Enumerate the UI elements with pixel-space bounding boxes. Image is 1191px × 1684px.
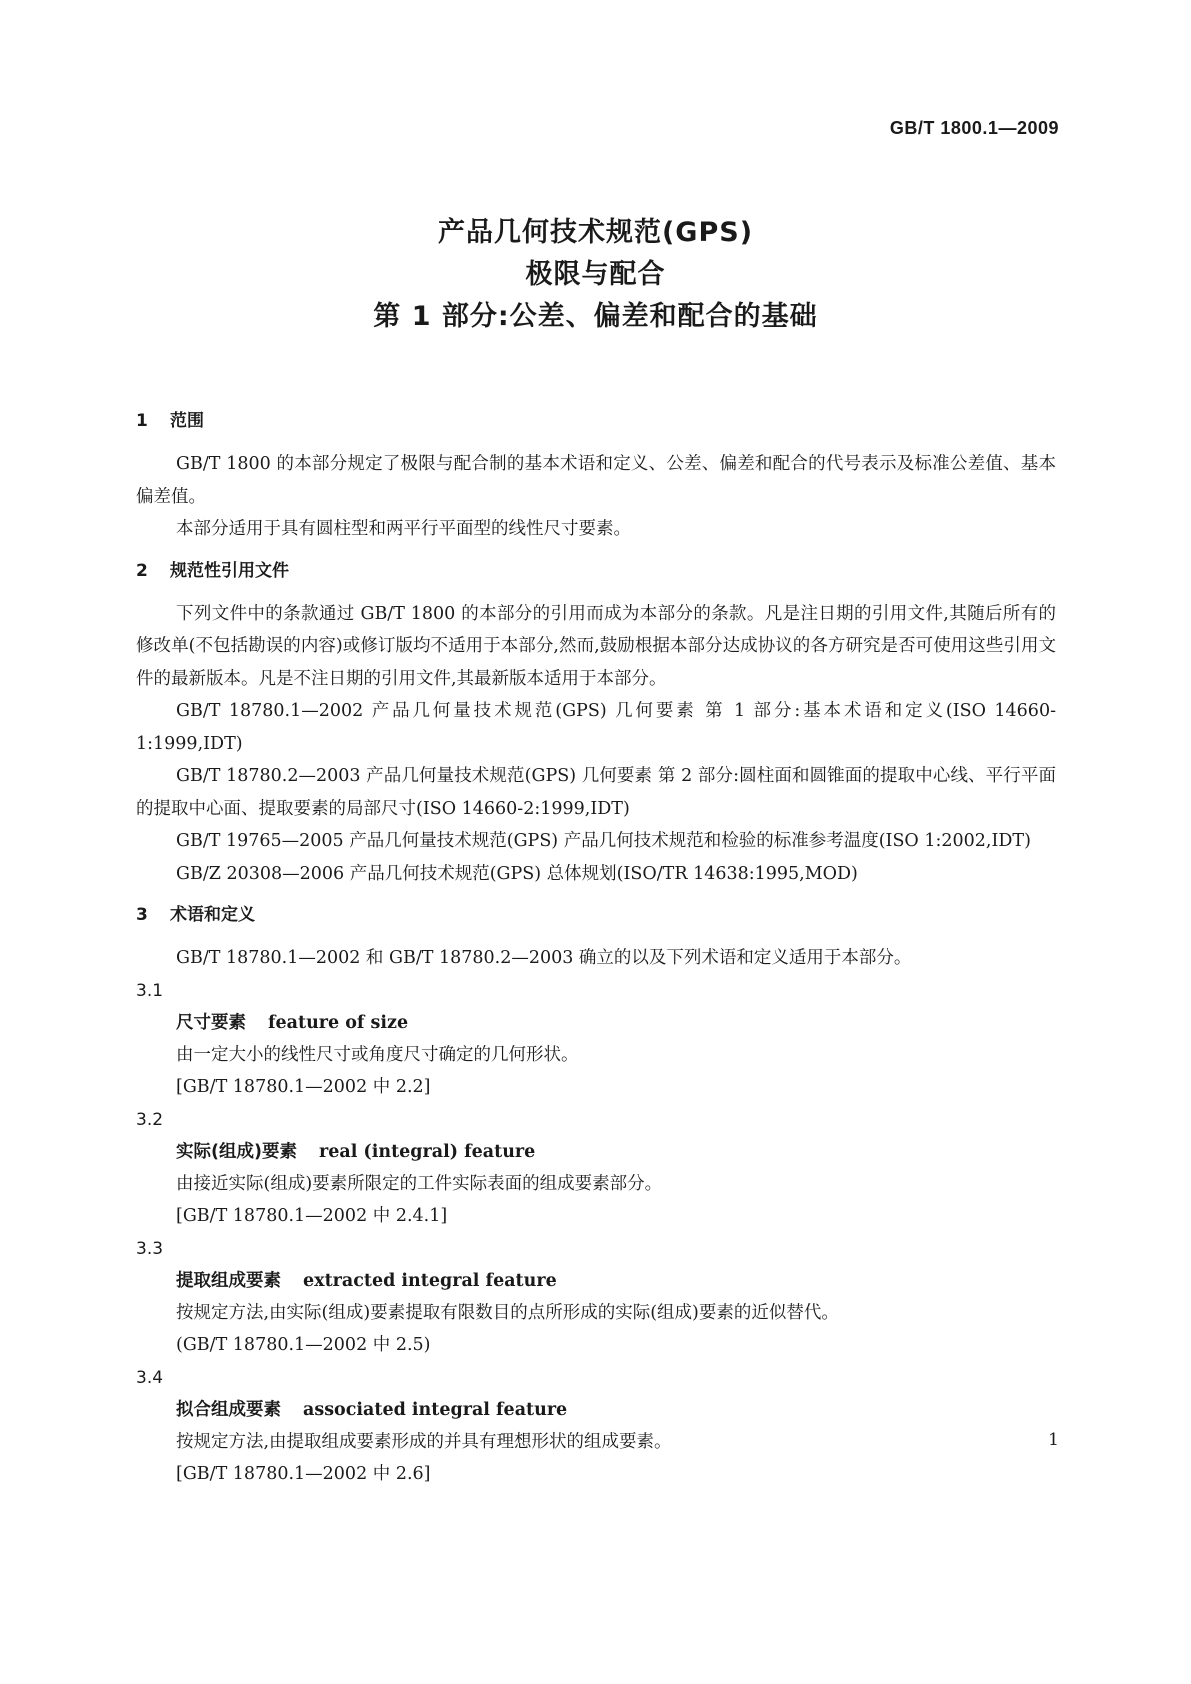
term-number: 3.1 bbox=[136, 980, 164, 1001]
term-source: [GB/T 18780.1—2002 中 2.6] bbox=[176, 1464, 431, 1484]
term-definition: 由接近实际(组成)要素所限定的工件实际表面的组成要素部分。 bbox=[176, 1173, 663, 1194]
reference-item: GB/T 18780.2—2003 产品几何量技术规范(GPS) 几何要素 第 2 部分:圆柱面和圆锥面的提取中心线、平行平面的提取中心面、提取要素的局部尺寸(ISO 14660-2:1999,IDT) bbox=[136, 766, 1056, 819]
term-number: 3.3 bbox=[136, 1238, 164, 1259]
section-heading-terms bbox=[136, 898, 1056, 932]
term-title bbox=[176, 1394, 1056, 1426]
term-number: 3.2 bbox=[136, 1109, 164, 1130]
paragraph: 本部分适用于具有圆柱型和两平行平面型的线性尺寸要素。 bbox=[176, 519, 631, 539]
term-en: feature of size bbox=[268, 1012, 409, 1033]
reference-item: GB/T 19765—2005 产品几何量技术规范(GPS) 产品几何技术规范和检验的标准参考温度(ISO 1:2002,IDT) bbox=[176, 831, 1031, 851]
term-zh: 提取组成要素 bbox=[176, 1270, 281, 1291]
title-line-3: 第 1 部分:公差、偏差和配合的基础 bbox=[373, 301, 818, 332]
section-number: 2 bbox=[136, 560, 148, 581]
section-number: 3 bbox=[136, 905, 148, 925]
term-source: (GB/T 18780.1—2002 中 2.5) bbox=[176, 1335, 431, 1355]
term-entry bbox=[136, 1104, 1056, 1233]
term-number: 3.4 bbox=[136, 1367, 164, 1388]
title-line-1: 产品几何技术规范(GPS) bbox=[437, 217, 754, 248]
page-number: 1 bbox=[1048, 1430, 1059, 1450]
term-source: [GB/T 18780.1—2002 中 2.2] bbox=[176, 1077, 431, 1097]
reference-item: GB/T 18780.1—2002 产品几何量技术规范(GPS) 几何要素 第 1 部分:基本术语和定义(ISO 14660-1:1999,IDT) bbox=[136, 701, 1056, 754]
section-title: 规范性引用文件 bbox=[170, 560, 289, 581]
document-body bbox=[136, 404, 1056, 1491]
term-definition: 按规定方法,由提取组成要素形成的并具有理想形状的组成要素。 bbox=[176, 1431, 672, 1452]
term-definition: 按规定方法,由实际(组成)要素提取有限数目的点所形成的实际(组成)要素的近似替代。 bbox=[176, 1302, 839, 1323]
title-line-2: 极限与配合 bbox=[525, 259, 666, 290]
term-en: associated integral feature bbox=[303, 1399, 568, 1420]
term-zh: 实际(组成)要素 bbox=[176, 1141, 297, 1162]
term-entry bbox=[136, 1362, 1056, 1491]
term-title bbox=[176, 1007, 1056, 1039]
paragraph: GB/T 18780.1—2002 和 GB/T 18780.2—2003 确立的以及下列术语和定义适用于本部分。 bbox=[176, 948, 912, 968]
reference-item: GB/Z 20308—2006 产品几何技术规范(GPS) 总体规划(ISO/TR 14638:1995,MOD) bbox=[176, 863, 858, 884]
standard-number: GB/T 1800.1—2009 bbox=[889, 118, 1059, 138]
term-definition: 由一定大小的线性尺寸或角度尺寸确定的几何形状。 bbox=[176, 1044, 579, 1065]
term-entry bbox=[136, 975, 1056, 1104]
paragraph: GB/T 1800 的本部分规定了极限与配合制的基本术语和定义、公差、偏差和配合的代号表示及标准公差值、基本偏差值。 bbox=[136, 454, 1056, 507]
term-source: [GB/T 18780.1—2002 中 2.4.1] bbox=[176, 1206, 448, 1226]
section-heading-scope bbox=[136, 404, 1056, 438]
section-title: 术语和定义 bbox=[170, 905, 255, 925]
section-title: 范围 bbox=[170, 411, 204, 431]
term-zh: 拟合组成要素 bbox=[176, 1399, 281, 1420]
section-heading-normative-references bbox=[136, 554, 1056, 588]
term-en: real (integral) feature bbox=[319, 1141, 536, 1162]
term-entry bbox=[136, 1233, 1056, 1362]
document-title bbox=[0, 212, 1191, 338]
term-title bbox=[176, 1136, 1056, 1168]
term-en: extracted integral feature bbox=[303, 1270, 557, 1291]
term-zh: 尺寸要素 bbox=[176, 1012, 246, 1033]
paragraph: 下列文件中的条款通过 GB/T 1800 的本部分的引用而成为本部分的条款。凡是注日期的引用文件,其随后所有的修改单(不包括勘误的内容)或修订版均不适用于本部分,然而,鼓励根据本部分达成协议的各方研究是否可使用这些引用文件的最新版本。凡是不注日期的引用文件,其最新版本适用于本部分。 bbox=[136, 603, 1056, 689]
term-title bbox=[176, 1265, 1056, 1297]
section-number: 1 bbox=[136, 411, 148, 431]
